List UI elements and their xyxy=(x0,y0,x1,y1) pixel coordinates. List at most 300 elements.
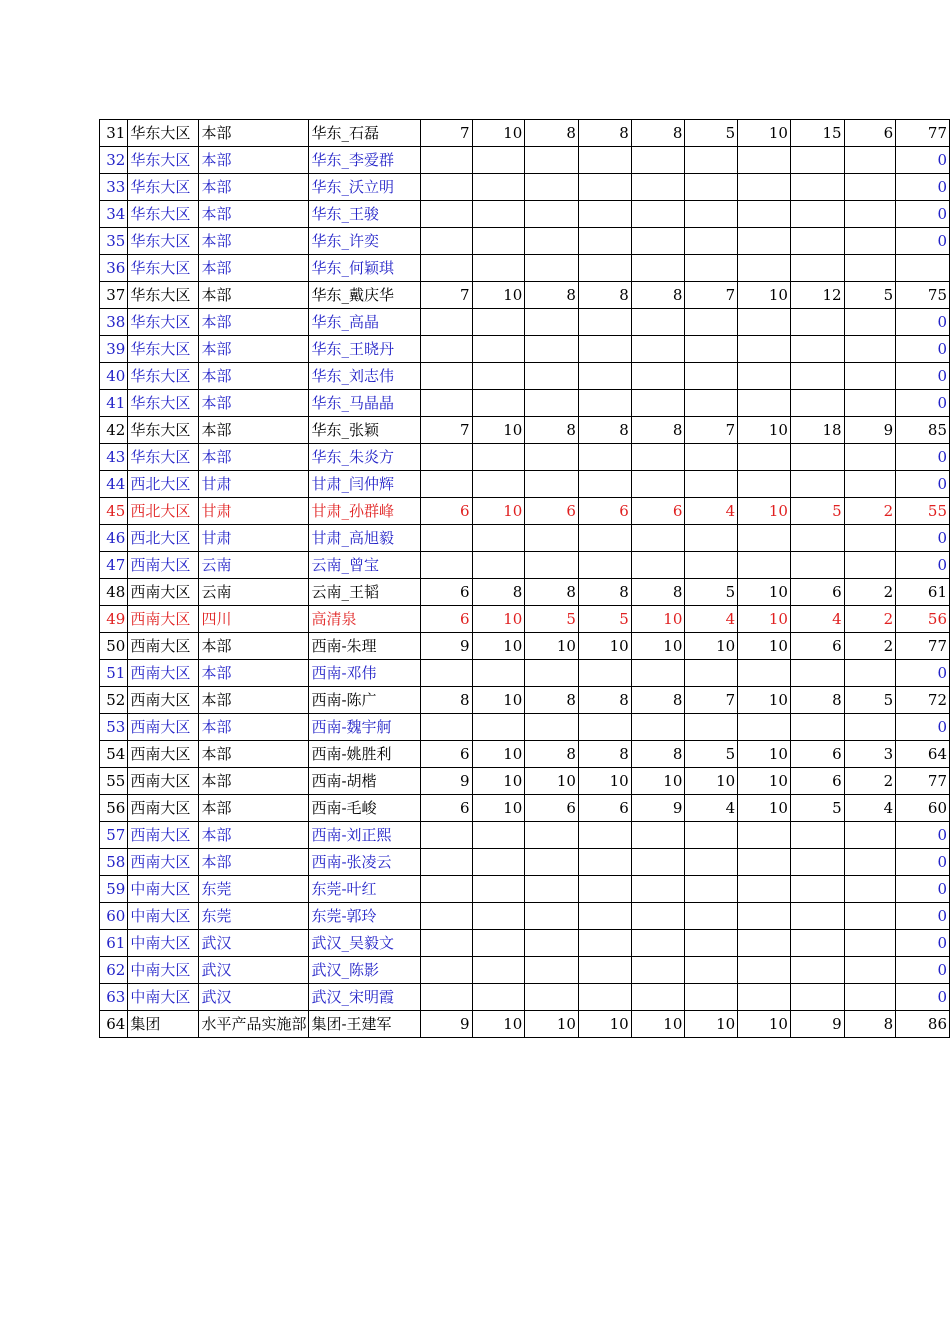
total-score-cell: 0 xyxy=(896,984,950,1011)
score-cell xyxy=(578,363,631,390)
person-name-cell: 西南-魏宇舸 xyxy=(309,714,420,741)
score-cell xyxy=(685,309,738,336)
score-cell xyxy=(844,363,896,390)
score-cell: 8 xyxy=(844,1011,896,1038)
score-cell xyxy=(844,714,896,741)
score-cell: 10 xyxy=(738,687,791,714)
department-cell: 甘肃 xyxy=(199,498,309,525)
row-number-cell: 34 xyxy=(100,201,128,228)
score-cell xyxy=(525,471,579,498)
table-row xyxy=(100,147,950,174)
score-cell xyxy=(790,984,844,1011)
person-name-cell: 云南_王韬 xyxy=(309,579,420,606)
score-cell xyxy=(631,471,685,498)
total-score-cell: 0 xyxy=(896,849,950,876)
table-row xyxy=(100,255,950,282)
department-cell: 甘肃 xyxy=(199,471,309,498)
department-cell: 本部 xyxy=(199,768,309,795)
row-number-cell: 45 xyxy=(100,498,128,525)
person-name-cell: 武汉_陈影 xyxy=(309,957,420,984)
table-row xyxy=(100,471,950,498)
score-cell: 10 xyxy=(578,768,631,795)
person-name-cell: 集团-王建军 xyxy=(309,1011,420,1038)
score-cell xyxy=(420,957,472,984)
person-name-cell: 华东_朱炎方 xyxy=(309,444,420,471)
region-cell: 西南大区 xyxy=(128,579,199,606)
score-cell xyxy=(631,714,685,741)
person-name-cell: 华东_许奕 xyxy=(309,228,420,255)
total-score-cell: 0 xyxy=(896,525,950,552)
score-cell xyxy=(685,822,738,849)
score-cell xyxy=(790,471,844,498)
score-cell xyxy=(420,390,472,417)
score-cell xyxy=(420,525,472,552)
department-cell: 四川 xyxy=(199,606,309,633)
score-cell xyxy=(525,930,579,957)
score-cell xyxy=(420,255,472,282)
score-cell: 12 xyxy=(790,282,844,309)
score-cell xyxy=(631,228,685,255)
score-cell: 8 xyxy=(631,282,685,309)
score-cell xyxy=(790,174,844,201)
score-cell xyxy=(790,390,844,417)
score-cell xyxy=(790,957,844,984)
score-cell xyxy=(578,336,631,363)
table-row xyxy=(100,444,950,471)
score-cell xyxy=(844,255,896,282)
score-cell xyxy=(420,822,472,849)
score-cell xyxy=(578,957,631,984)
score-cell xyxy=(472,255,525,282)
score-cell: 8 xyxy=(525,579,579,606)
department-cell: 本部 xyxy=(199,309,309,336)
person-name-cell: 华东_沃立明 xyxy=(309,174,420,201)
score-cell xyxy=(420,201,472,228)
score-cell: 4 xyxy=(844,795,896,822)
score-cell: 10 xyxy=(472,687,525,714)
score-cell: 10 xyxy=(472,120,525,147)
score-cell: 10 xyxy=(472,741,525,768)
score-cell xyxy=(472,471,525,498)
score-cell: 6 xyxy=(420,579,472,606)
score-cell: 8 xyxy=(578,741,631,768)
score-cell xyxy=(738,201,791,228)
score-cell xyxy=(420,552,472,579)
person-name-cell: 西南-张凌云 xyxy=(309,849,420,876)
score-cell: 6 xyxy=(420,741,472,768)
score-cell xyxy=(685,336,738,363)
score-cell xyxy=(578,201,631,228)
score-cell: 6 xyxy=(790,768,844,795)
person-name-cell: 华东_何颖琪 xyxy=(309,255,420,282)
total-score-cell xyxy=(896,255,950,282)
score-cell: 10 xyxy=(738,282,791,309)
table-row xyxy=(100,876,950,903)
region-cell: 西南大区 xyxy=(128,714,199,741)
table-row xyxy=(100,174,950,201)
score-cell: 9 xyxy=(420,1011,472,1038)
score-cell: 10 xyxy=(738,1011,791,1038)
score-cell xyxy=(685,471,738,498)
row-number-cell: 32 xyxy=(100,147,128,174)
person-name-cell: 华东_王骏 xyxy=(309,201,420,228)
region-cell: 中南大区 xyxy=(128,903,199,930)
table-row xyxy=(100,660,950,687)
region-cell: 华东大区 xyxy=(128,282,199,309)
score-cell xyxy=(685,390,738,417)
table-row xyxy=(100,201,950,228)
total-score-cell: 61 xyxy=(896,579,950,606)
table-row xyxy=(100,228,950,255)
score-cell xyxy=(578,876,631,903)
score-cell xyxy=(578,714,631,741)
person-name-cell: 华东_刘志伟 xyxy=(309,363,420,390)
department-cell: 水平产品实施部 xyxy=(199,1011,309,1038)
score-table-body xyxy=(100,120,950,1038)
score-cell xyxy=(420,714,472,741)
score-cell: 8 xyxy=(472,579,525,606)
region-cell: 西北大区 xyxy=(128,471,199,498)
score-cell xyxy=(631,903,685,930)
score-cell xyxy=(685,174,738,201)
person-name-cell: 华东_高晶 xyxy=(309,309,420,336)
score-cell: 10 xyxy=(738,741,791,768)
score-cell xyxy=(472,552,525,579)
score-cell xyxy=(685,255,738,282)
score-cell xyxy=(738,849,791,876)
score-cell xyxy=(738,930,791,957)
department-cell: 云南 xyxy=(199,552,309,579)
total-score-cell: 60 xyxy=(896,795,950,822)
row-number-cell: 51 xyxy=(100,660,128,687)
score-cell xyxy=(525,849,579,876)
score-cell xyxy=(578,147,631,174)
score-cell xyxy=(472,876,525,903)
score-cell: 10 xyxy=(525,633,579,660)
score-cell: 10 xyxy=(685,1011,738,1038)
region-cell: 西南大区 xyxy=(128,687,199,714)
score-cell: 10 xyxy=(472,633,525,660)
table-row xyxy=(100,309,950,336)
region-cell: 西南大区 xyxy=(128,822,199,849)
score-cell: 8 xyxy=(790,687,844,714)
region-cell: 中南大区 xyxy=(128,930,199,957)
department-cell: 本部 xyxy=(199,849,309,876)
score-cell: 9 xyxy=(420,768,472,795)
score-cell: 6 xyxy=(578,498,631,525)
region-cell: 西南大区 xyxy=(128,849,199,876)
score-cell: 5 xyxy=(685,741,738,768)
total-score-cell: 0 xyxy=(896,876,950,903)
score-cell xyxy=(844,471,896,498)
total-score-cell: 55 xyxy=(896,498,950,525)
region-cell: 华东大区 xyxy=(128,390,199,417)
score-cell xyxy=(631,957,685,984)
department-cell: 本部 xyxy=(199,282,309,309)
table-row xyxy=(100,336,950,363)
score-cell xyxy=(472,228,525,255)
score-cell: 10 xyxy=(472,606,525,633)
score-cell xyxy=(472,957,525,984)
total-score-cell: 77 xyxy=(896,768,950,795)
total-score-cell: 0 xyxy=(896,714,950,741)
row-number-cell: 39 xyxy=(100,336,128,363)
score-cell xyxy=(631,930,685,957)
score-cell: 10 xyxy=(472,795,525,822)
score-cell xyxy=(420,174,472,201)
score-table xyxy=(99,119,950,1038)
score-cell xyxy=(790,552,844,579)
score-cell xyxy=(631,363,685,390)
score-cell: 10 xyxy=(738,579,791,606)
score-cell: 15 xyxy=(790,120,844,147)
total-score-cell: 0 xyxy=(896,552,950,579)
score-cell xyxy=(525,174,579,201)
score-cell xyxy=(631,822,685,849)
score-cell: 9 xyxy=(844,417,896,444)
department-cell: 本部 xyxy=(199,174,309,201)
department-cell: 本部 xyxy=(199,201,309,228)
person-name-cell: 西南-毛峻 xyxy=(309,795,420,822)
score-cell xyxy=(685,876,738,903)
score-cell: 8 xyxy=(578,417,631,444)
person-name-cell: 西南-朱理 xyxy=(309,633,420,660)
score-cell xyxy=(472,822,525,849)
table-row xyxy=(100,903,950,930)
score-cell xyxy=(525,309,579,336)
score-cell xyxy=(525,552,579,579)
score-cell xyxy=(420,147,472,174)
score-cell: 10 xyxy=(631,1011,685,1038)
score-cell xyxy=(738,309,791,336)
person-name-cell: 云南_曾宝 xyxy=(309,552,420,579)
row-number-cell: 41 xyxy=(100,390,128,417)
row-number-cell: 33 xyxy=(100,174,128,201)
region-cell: 华东大区 xyxy=(128,417,199,444)
score-cell: 8 xyxy=(525,741,579,768)
score-cell xyxy=(844,822,896,849)
region-cell: 华东大区 xyxy=(128,363,199,390)
score-cell xyxy=(844,147,896,174)
score-cell xyxy=(738,255,791,282)
score-cell: 8 xyxy=(631,687,685,714)
score-cell: 6 xyxy=(420,795,472,822)
score-cell xyxy=(844,957,896,984)
score-cell xyxy=(790,444,844,471)
score-cell xyxy=(578,228,631,255)
score-cell xyxy=(738,903,791,930)
total-score-cell: 0 xyxy=(896,903,950,930)
region-cell: 西南大区 xyxy=(128,768,199,795)
score-cell: 10 xyxy=(685,768,738,795)
score-cell: 4 xyxy=(685,795,738,822)
score-cell xyxy=(578,309,631,336)
score-cell xyxy=(578,930,631,957)
score-cell xyxy=(685,228,738,255)
total-score-cell: 0 xyxy=(896,471,950,498)
total-score-cell: 86 xyxy=(896,1011,950,1038)
score-cell xyxy=(685,552,738,579)
department-cell: 本部 xyxy=(199,741,309,768)
region-cell: 集团 xyxy=(128,1011,199,1038)
score-cell xyxy=(685,849,738,876)
table-row xyxy=(100,714,950,741)
score-cell xyxy=(844,444,896,471)
score-cell xyxy=(472,336,525,363)
region-cell: 华东大区 xyxy=(128,120,199,147)
row-number-cell: 38 xyxy=(100,309,128,336)
score-cell: 3 xyxy=(844,741,896,768)
department-cell: 本部 xyxy=(199,714,309,741)
score-cell xyxy=(578,552,631,579)
score-cell: 10 xyxy=(738,768,791,795)
person-name-cell: 华东_王晓丹 xyxy=(309,336,420,363)
score-cell xyxy=(631,336,685,363)
score-cell: 10 xyxy=(472,768,525,795)
score-cell xyxy=(631,525,685,552)
score-cell xyxy=(738,336,791,363)
score-cell xyxy=(472,660,525,687)
score-cell xyxy=(844,201,896,228)
score-cell: 8 xyxy=(525,120,579,147)
department-cell: 东莞 xyxy=(199,876,309,903)
score-cell xyxy=(525,255,579,282)
score-cell: 10 xyxy=(685,633,738,660)
region-cell: 西南大区 xyxy=(128,741,199,768)
person-name-cell: 西南-胡楷 xyxy=(309,768,420,795)
row-number-cell: 52 xyxy=(100,687,128,714)
region-cell: 华东大区 xyxy=(128,336,199,363)
total-score-cell: 0 xyxy=(896,930,950,957)
score-cell xyxy=(472,984,525,1011)
score-cell xyxy=(844,390,896,417)
total-score-cell: 85 xyxy=(896,417,950,444)
score-cell xyxy=(525,984,579,1011)
row-number-cell: 47 xyxy=(100,552,128,579)
total-score-cell: 0 xyxy=(896,390,950,417)
department-cell: 本部 xyxy=(199,147,309,174)
table-row xyxy=(100,498,950,525)
score-cell xyxy=(790,309,844,336)
total-score-cell: 77 xyxy=(896,633,950,660)
row-number-cell: 54 xyxy=(100,741,128,768)
score-cell: 8 xyxy=(525,417,579,444)
total-score-cell: 75 xyxy=(896,282,950,309)
score-cell: 6 xyxy=(790,741,844,768)
score-cell xyxy=(578,903,631,930)
score-cell: 4 xyxy=(790,606,844,633)
score-cell xyxy=(844,876,896,903)
department-cell: 本部 xyxy=(199,228,309,255)
score-cell xyxy=(844,552,896,579)
score-cell xyxy=(472,903,525,930)
total-score-cell: 77 xyxy=(896,120,950,147)
score-cell: 6 xyxy=(790,579,844,606)
score-cell xyxy=(472,174,525,201)
person-name-cell: 甘肃_孙群峰 xyxy=(309,498,420,525)
table-row xyxy=(100,552,950,579)
row-number-cell: 64 xyxy=(100,1011,128,1038)
score-cell: 9 xyxy=(631,795,685,822)
score-cell xyxy=(738,174,791,201)
score-cell xyxy=(844,930,896,957)
region-cell: 中南大区 xyxy=(128,957,199,984)
person-name-cell: 甘肃_闫仲辉 xyxy=(309,471,420,498)
score-cell: 7 xyxy=(420,282,472,309)
table-row xyxy=(100,579,950,606)
score-cell: 6 xyxy=(420,498,472,525)
department-cell: 云南 xyxy=(199,579,309,606)
score-cell: 7 xyxy=(420,417,472,444)
score-cell xyxy=(790,363,844,390)
score-cell xyxy=(472,714,525,741)
score-cell xyxy=(472,201,525,228)
score-cell: 8 xyxy=(631,417,685,444)
score-cell xyxy=(685,903,738,930)
region-cell: 华东大区 xyxy=(128,309,199,336)
score-cell xyxy=(525,228,579,255)
total-score-cell: 0 xyxy=(896,660,950,687)
table-row xyxy=(100,741,950,768)
score-cell xyxy=(738,390,791,417)
score-cell xyxy=(631,174,685,201)
person-name-cell: 西南-陈广 xyxy=(309,687,420,714)
score-cell xyxy=(420,444,472,471)
score-cell xyxy=(631,444,685,471)
row-number-cell: 56 xyxy=(100,795,128,822)
person-name-cell: 东莞-郭玲 xyxy=(309,903,420,930)
score-cell xyxy=(578,174,631,201)
score-cell: 2 xyxy=(844,606,896,633)
score-cell: 5 xyxy=(685,120,738,147)
score-cell xyxy=(685,660,738,687)
score-cell xyxy=(525,147,579,174)
score-cell xyxy=(631,147,685,174)
score-cell xyxy=(578,660,631,687)
score-cell: 5 xyxy=(578,606,631,633)
score-cell xyxy=(790,525,844,552)
score-cell xyxy=(472,444,525,471)
score-cell: 8 xyxy=(525,687,579,714)
row-number-cell: 46 xyxy=(100,525,128,552)
score-cell xyxy=(420,471,472,498)
score-cell xyxy=(631,201,685,228)
score-cell: 6 xyxy=(844,120,896,147)
score-cell xyxy=(685,147,738,174)
score-cell xyxy=(685,714,738,741)
score-cell xyxy=(685,930,738,957)
region-cell: 华东大区 xyxy=(128,228,199,255)
score-cell xyxy=(685,525,738,552)
table-row xyxy=(100,687,950,714)
row-number-cell: 36 xyxy=(100,255,128,282)
score-cell: 8 xyxy=(631,120,685,147)
score-cell xyxy=(790,336,844,363)
score-cell: 10 xyxy=(525,768,579,795)
score-cell: 8 xyxy=(578,282,631,309)
score-cell xyxy=(631,309,685,336)
score-cell xyxy=(631,984,685,1011)
department-cell: 本部 xyxy=(199,255,309,282)
table-row xyxy=(100,849,950,876)
score-cell xyxy=(631,255,685,282)
table-row xyxy=(100,120,950,147)
score-cell xyxy=(472,525,525,552)
person-name-cell: 武汉_吴毅文 xyxy=(309,930,420,957)
score-cell xyxy=(578,822,631,849)
score-cell: 18 xyxy=(790,417,844,444)
score-cell: 8 xyxy=(578,687,631,714)
